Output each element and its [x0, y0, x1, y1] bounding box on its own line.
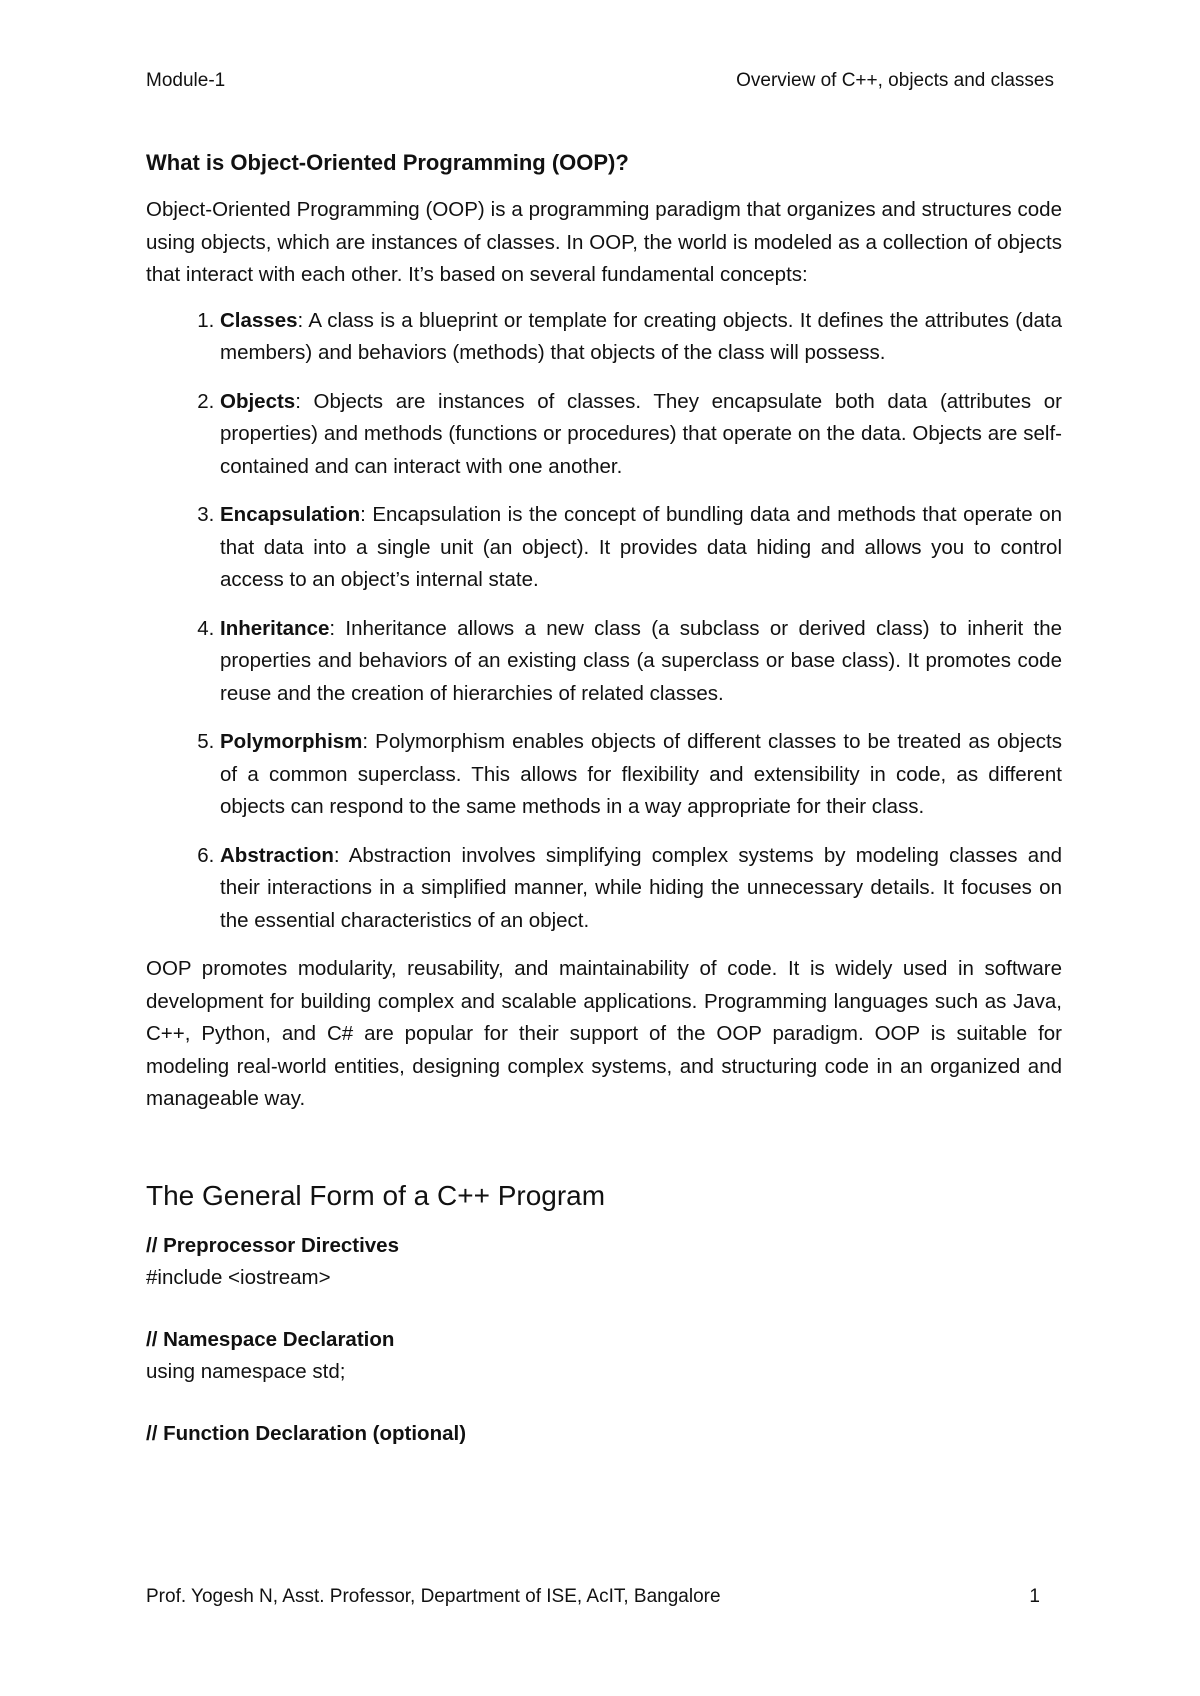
- section-title-cpp-form: The General Form of a C++ Program: [146, 1179, 606, 1211]
- code-block-function-declaration: [146, 1418, 1062, 1450]
- page-footer: [146, 1586, 1040, 1608]
- list-item-term: Inheritance: [220, 616, 330, 640]
- list-item-text: : Inheritance allows a new class (a subclass or derived class) to inherit the properties and behaviors of an existing class (a superclass or base class). It promotes code reuse and the creation of hierarchies of related classes.: [220, 616, 1062, 705]
- code-line: using namespace std;: [146, 1359, 346, 1383]
- list-item-text: : Polymorphism enables objects of different classes to be treated as objects of a common superclass. This allows for flexibility and extensibility in code, as different objects can respond to the same methods in a way appropriate for their class.: [220, 730, 1062, 818]
- list-item-term: Encapsulation: [220, 503, 361, 526]
- list-item-text: : Encapsulation is the concept of bundling data and methods that operate on that data into a single unit (an object). It provides data hiding and allows you to control access to an object’s internal state.: [220, 503, 1062, 591]
- list-item-text: : Objects are instances of classes. They encapsulate both data (attributes or properties) and methods (functions or procedures) that operate on the data. Objects are self-contained and can interact with one another.: [220, 389, 1062, 478]
- list-item: [220, 499, 1062, 597]
- list-item: [220, 613, 1062, 711]
- closing-paragraph: OOP promotes modularity, reusability, and maintainability of code. It is widely used in software development for building complex and scalable applications. Programming languages such as Java, C++, Python, and C# are popular for their support of the OOP paradigm. OOP is suitable for modeling real-world entities, designing complex systems, and structuring code in an organized and manageable way.: [146, 957, 1062, 1110]
- page-content: [146, 150, 1062, 1480]
- code-comment: // Function Declaration (optional): [146, 1421, 467, 1445]
- concept-list: [146, 305, 1062, 938]
- header-topic: Overview of C++, objects and classes: [736, 70, 1054, 91]
- intro-paragraph: Object-Oriented Programming (OOP) is a programming paradigm that organizes and structures code using objects, which are instances of classes. In OOP, the world is modeled as a collection of objects that interact with each other. It’s based on several fundamental concepts:: [146, 198, 1062, 286]
- list-item-term: Polymorphism: [220, 730, 363, 753]
- footer-author: Prof. Yogesh N, Asst. Professor, Department of ISE, AcIT, Bangalore: [146, 1586, 721, 1607]
- list-item-text: : A class is a blueprint or template for creating objects. It defines the attributes (data members) and behaviors (methods) that objects of the class will possess.: [220, 308, 1062, 364]
- list-item-term: Classes: [220, 308, 298, 332]
- list-item: [220, 840, 1062, 938]
- code-line: #include <iostream>: [146, 1265, 331, 1289]
- list-item: [220, 386, 1062, 484]
- code-block-preprocessor: [146, 1230, 1062, 1294]
- page-number: 1: [1029, 1586, 1040, 1607]
- list-item-text: : Abstraction involves simplifying complex systems by modeling classes and their interactions in a simplified manner, while hiding the unnecessary details. It focuses on the essential characteristics of an object.: [220, 843, 1062, 932]
- code-comment: // Namespace Declaration: [146, 1327, 395, 1351]
- list-item-term: Abstraction: [220, 843, 334, 867]
- header-module: Module-1: [146, 70, 226, 91]
- list-item: [220, 305, 1062, 370]
- list-item-term: Objects: [220, 389, 296, 413]
- code-comment: // Preprocessor Directives: [146, 1233, 399, 1257]
- page-header: [146, 70, 1054, 92]
- section-title-oop: What is Object-Oriented Programming (OOP)?: [146, 150, 629, 175]
- list-item: [220, 726, 1062, 824]
- code-block-namespace: [146, 1324, 1062, 1388]
